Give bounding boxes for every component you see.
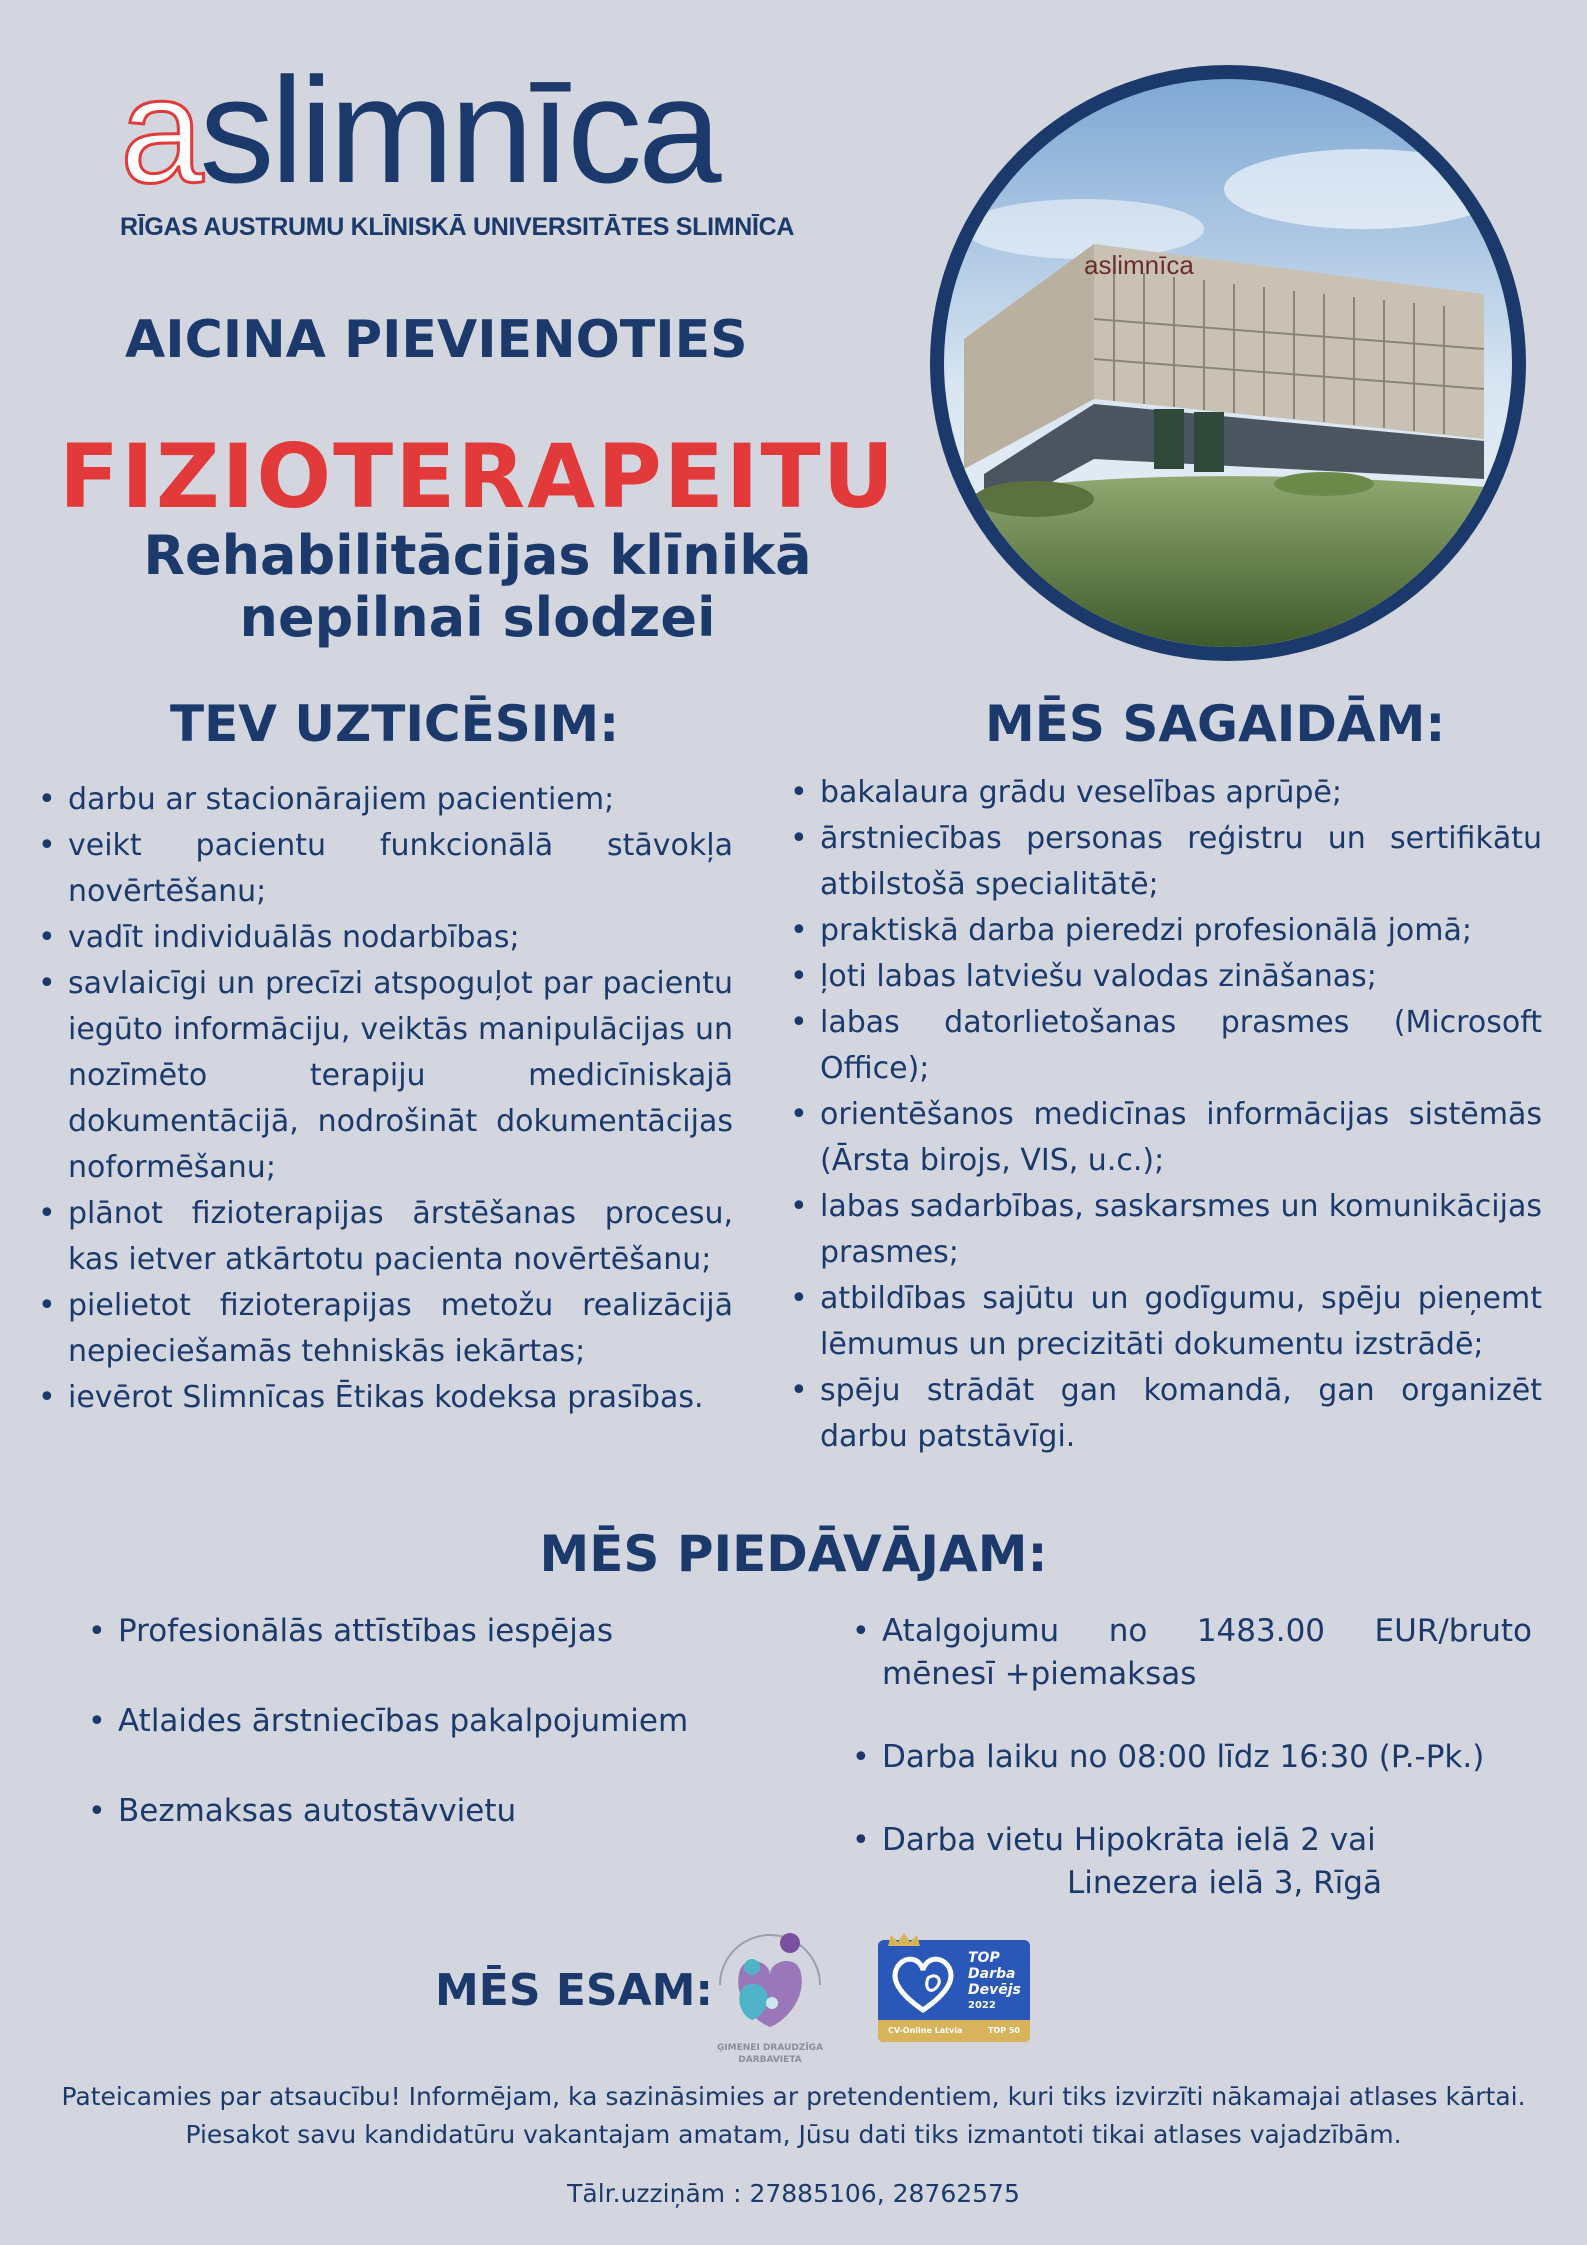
badge2-footer-left: CV-Online Latvia: [888, 2026, 963, 2035]
crown-icon: [886, 1932, 922, 1948]
offer-right-list: [852, 1610, 1532, 1905]
duties-title: TEV UZTICĒSIM:: [170, 695, 620, 753]
list-item: • plānot fizioterapijas ārstēšanas procesu, kas ietver atkārtotu pacienta novērtēšanu;: [38, 1191, 733, 1283]
badge2-footer: [878, 2020, 1030, 2042]
we-are-title: MĒS ESAM:: [435, 1965, 714, 2016]
subtitle-line-2: nepilnai slodzei: [239, 586, 716, 649]
badge2-footer-right: TOP 50: [987, 2026, 1020, 2035]
badge2-text: [968, 1950, 1021, 2014]
badge2-line3: Devējs: [968, 1982, 1021, 1998]
badge2-year: 2022: [968, 2000, 996, 2011]
duties-list: [38, 777, 733, 1421]
workplace-line-1: • Darba vietu Hipokrāta ielā 2 vai: [882, 1822, 1376, 1858]
building-illustration: [944, 79, 1512, 647]
building-photo-image: [944, 79, 1512, 647]
logo-subtitle: RĪGAS AUSTRUMU KLĪNISKĀ UNIVERSITĀTES SLIMNĪCA: [120, 213, 795, 241]
list-item: • pielietot fizioterapijas metožu realizācijā nepieciešamās tehniskās iekārtas;: [38, 1283, 733, 1375]
position-subtitle: [0, 525, 955, 649]
family-friendly-badge: [700, 1915, 840, 2075]
subtitle-line-1: Rehabilitācijas klīnikā: [143, 524, 812, 587]
list-item: • ļoti labas latviešu valodas zināšanas;: [790, 954, 1542, 1000]
badge2-line1: TOP: [968, 1950, 1000, 1966]
footer-line-1: Pateicamies par atsaucību! Informējam, ka sazināsimies ar pretendentiem, kuri tiks izvirzīti nākamajai atlases kārtai.: [61, 2082, 1526, 2111]
workplace-line-2: Linezera ielā 3, Rīgā: [1067, 1865, 1382, 1901]
list-item: • labas sadarbības, saskarsmes un komunikācijas prasmes;: [790, 1184, 1542, 1276]
position-title: FIZIOTERAPEITU: [58, 425, 897, 528]
list-item: • labas datorlietošanas prasmes (Microsoft Office);: [790, 1000, 1542, 1092]
list-item: [852, 1819, 1532, 1905]
list-item: • bakalaura grādu veselības aprūpē;: [790, 770, 1542, 816]
list-item: • ārstniecības personas reģistru un sertifikātu atbilstošā specialitātē;: [790, 816, 1542, 908]
hospital-logo: [120, 46, 800, 255]
list-item: • vadīt individuālās nodarbības;: [38, 915, 733, 961]
list-item: • Darba laiku no 08:00 līdz 16:30 (P.-Pk.): [852, 1736, 1532, 1779]
list-item: • ievērot Slimnīcas Ētikas kodeksa prasības.: [38, 1375, 733, 1421]
list-item: • savlaicīgi un precīzi atspoguļot par pacientu iegūto informāciju, veiktās manipulācijas un nozīmēto terapiju medicīniskajā dokumentācijā, nodrošināt dokumentācijas noformēšanu;: [38, 961, 733, 1191]
logo-word: slimnīca: [199, 46, 718, 214]
heart-icon: [888, 1948, 958, 2018]
list-item: • veikt pacientu funkcionālā stāvokļa novērtēšanu;: [38, 823, 733, 915]
logo-wordmark: [120, 46, 718, 214]
badge1-caption-line2: DARBAVIETA: [738, 2055, 802, 2065]
list-item: • orientēšanos medicīnas informācijas sistēmās (Ārsta birojs, VIS, u.c.);: [790, 1092, 1542, 1184]
footer-line-2: Piesakot savu kandidatūru vakantajam amatam, Jūsu dati tiks izmantoti tikai atlases vajadzībām.: [185, 2120, 1402, 2149]
badge1-caption: [700, 2042, 840, 2066]
top-employer-badge: [878, 1940, 1030, 2042]
requirements-list: [790, 770, 1542, 1460]
offer-title: MĒS PIEDĀVĀJAM:: [539, 1525, 1048, 1583]
invite-heading: AICINA PIEVIENOTIES: [125, 310, 748, 370]
list-item: • spēju strādāt gan komandā, gan organizēt darbu patstāvīgi.: [790, 1368, 1542, 1460]
badge1-caption-line1: ĢIMENEI DRAUDZĪGA: [716, 2043, 824, 2053]
building-sign: aslimnīca: [1084, 250, 1194, 280]
logo-letter-a: a: [120, 46, 200, 214]
list-item: • atbildības sajūtu un godīgumu, spēju pieņemt lēmumus un precizitāti dokumentu izstrādē;: [790, 1276, 1542, 1368]
badge2-line2: Darba: [968, 1966, 1016, 1982]
building-photo: [930, 65, 1526, 661]
requirements-title: MĒS SAGAIDĀM:: [985, 695, 1446, 753]
family-heart-icon: [700, 1915, 840, 2040]
footer-notice: [0, 2078, 1587, 2154]
list-item: • Bezmaksas autostāvvietu: [88, 1790, 788, 1833]
offer-left-list: [88, 1610, 788, 1833]
list-item: • Atalgojumu no 1483.00 EUR/bruto mēnesī +piemaksas: [852, 1610, 1532, 1696]
list-item: • Atlaides ārstniecības pakalpojumiem: [88, 1700, 788, 1743]
list-item: • Profesionālās attīstības iespējas: [88, 1610, 788, 1653]
list-item: • darbu ar stacionārajiem pacientiem;: [38, 777, 733, 823]
list-item: • praktiskā darba pieredzi profesionālā jomā;: [790, 908, 1542, 954]
contact-phone: Tālr.uzziņām : 27885106, 28762575: [567, 2179, 1020, 2208]
